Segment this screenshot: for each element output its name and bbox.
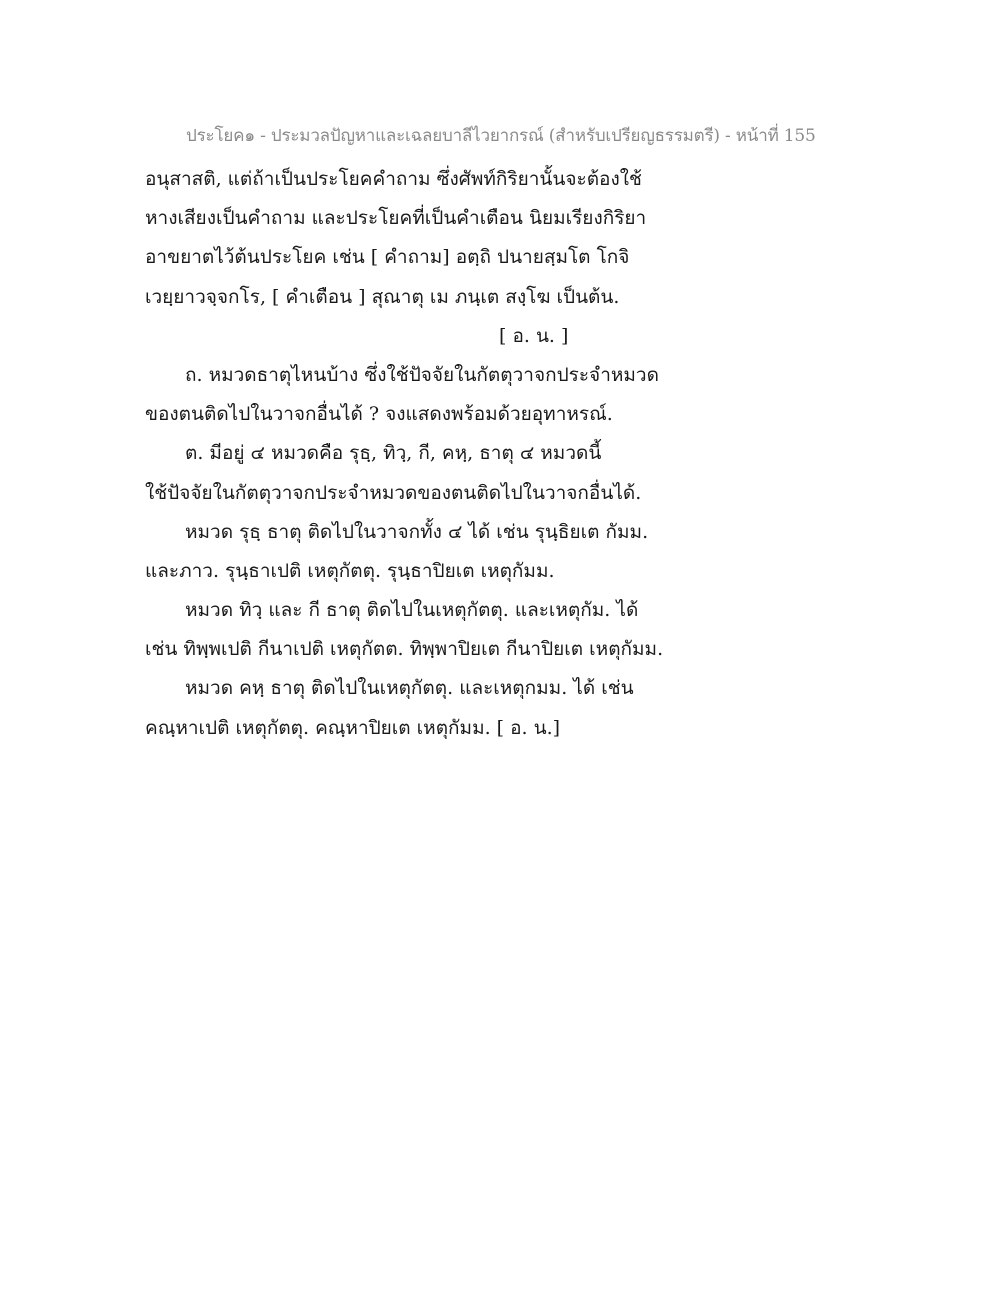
answer-line: ต. มีอยู่ ๔ หมวดคือ รุธฺ, ทิวฺ, กี, คหฺ, ธาตุ ๔ หมวดนี้ (185, 442, 602, 465)
text-line: หมวด รุธฺ ธาตุ ติดไปในวาจกทั้ง ๔ ได้ เช่น รุนฺธิยเต กัมม. (185, 520, 649, 543)
page-header: ประโยค๑ - ประมวลปัญหาและเฉลยบาลีไวยากรณ์ (สำหรับเปรียญธรรมตรี) - หน้าที่ 155 (186, 126, 816, 146)
text-line: อาขยาตไว้ต้นประโยค เช่น [ คำถาม] อตฺถิ ปนายสฺมโต โกจิ (145, 246, 630, 269)
text-line: ของตนติดไปในวาจกอื่นได้ ? จงแสดงพร้อมด้วยอุทาหรณ์. (145, 403, 613, 426)
text-line: และภาว. รุนฺธาเปติ เหตุกัตตุ. รุนฺธาปิยเต เหตุกัมม. (145, 559, 555, 582)
text-line: หางเสียงเป็นคำถาม และประโยคที่เป็นคำเตือน นิยมเรียงกิริยา (145, 207, 647, 230)
text-line: ใช้ปัจจัยในกัตตุวาจกประจำหมวดของตนติดไปในวาจกอื่นได้. (145, 481, 642, 504)
text-line: คณฺหาเปติ เหตุกัตตุ. คณฺหาปิยเต เหตุกัมม. [ อ. น.] (145, 716, 561, 739)
text-line: เช่น ทิพฺพเปติ กีนาเปติ เหตุกัตต. ทิพฺพาปิยเต กีนาปิยเต เหตุกัมม. (145, 638, 664, 661)
text-line: เวยฺยาวจฺจกโร, [ คำเตือน ] สุณาตุ เม ภนฺเต สงฺโฆ เป็นต้น. (145, 285, 620, 308)
text-line: หมวด คหฺ ธาตุ ติดไปในเหตุกัตตุ. และเหตุกมม. ได้ เช่น (185, 677, 634, 700)
question-line: ถ. หมวดธาตุไหนบ้าง ซึ่งใช้ปัจจัยในกัตตุวาจกประจำหมวด (185, 363, 659, 386)
text-line: อนุสาสติ, แต่ถ้าเป็นประโยคคำถาม ซึ่งศัพท์กิริยานั้นจะต้องใช้ (145, 168, 642, 190)
body-text (145, 160, 685, 748)
reference-mark: [ อ. น. ] (499, 324, 569, 347)
text-line: หมวด ทิวฺ และ กี ธาตุ ติดไปในเหตุกัตตุ. และเหตุกัม. ได้ (185, 599, 639, 622)
